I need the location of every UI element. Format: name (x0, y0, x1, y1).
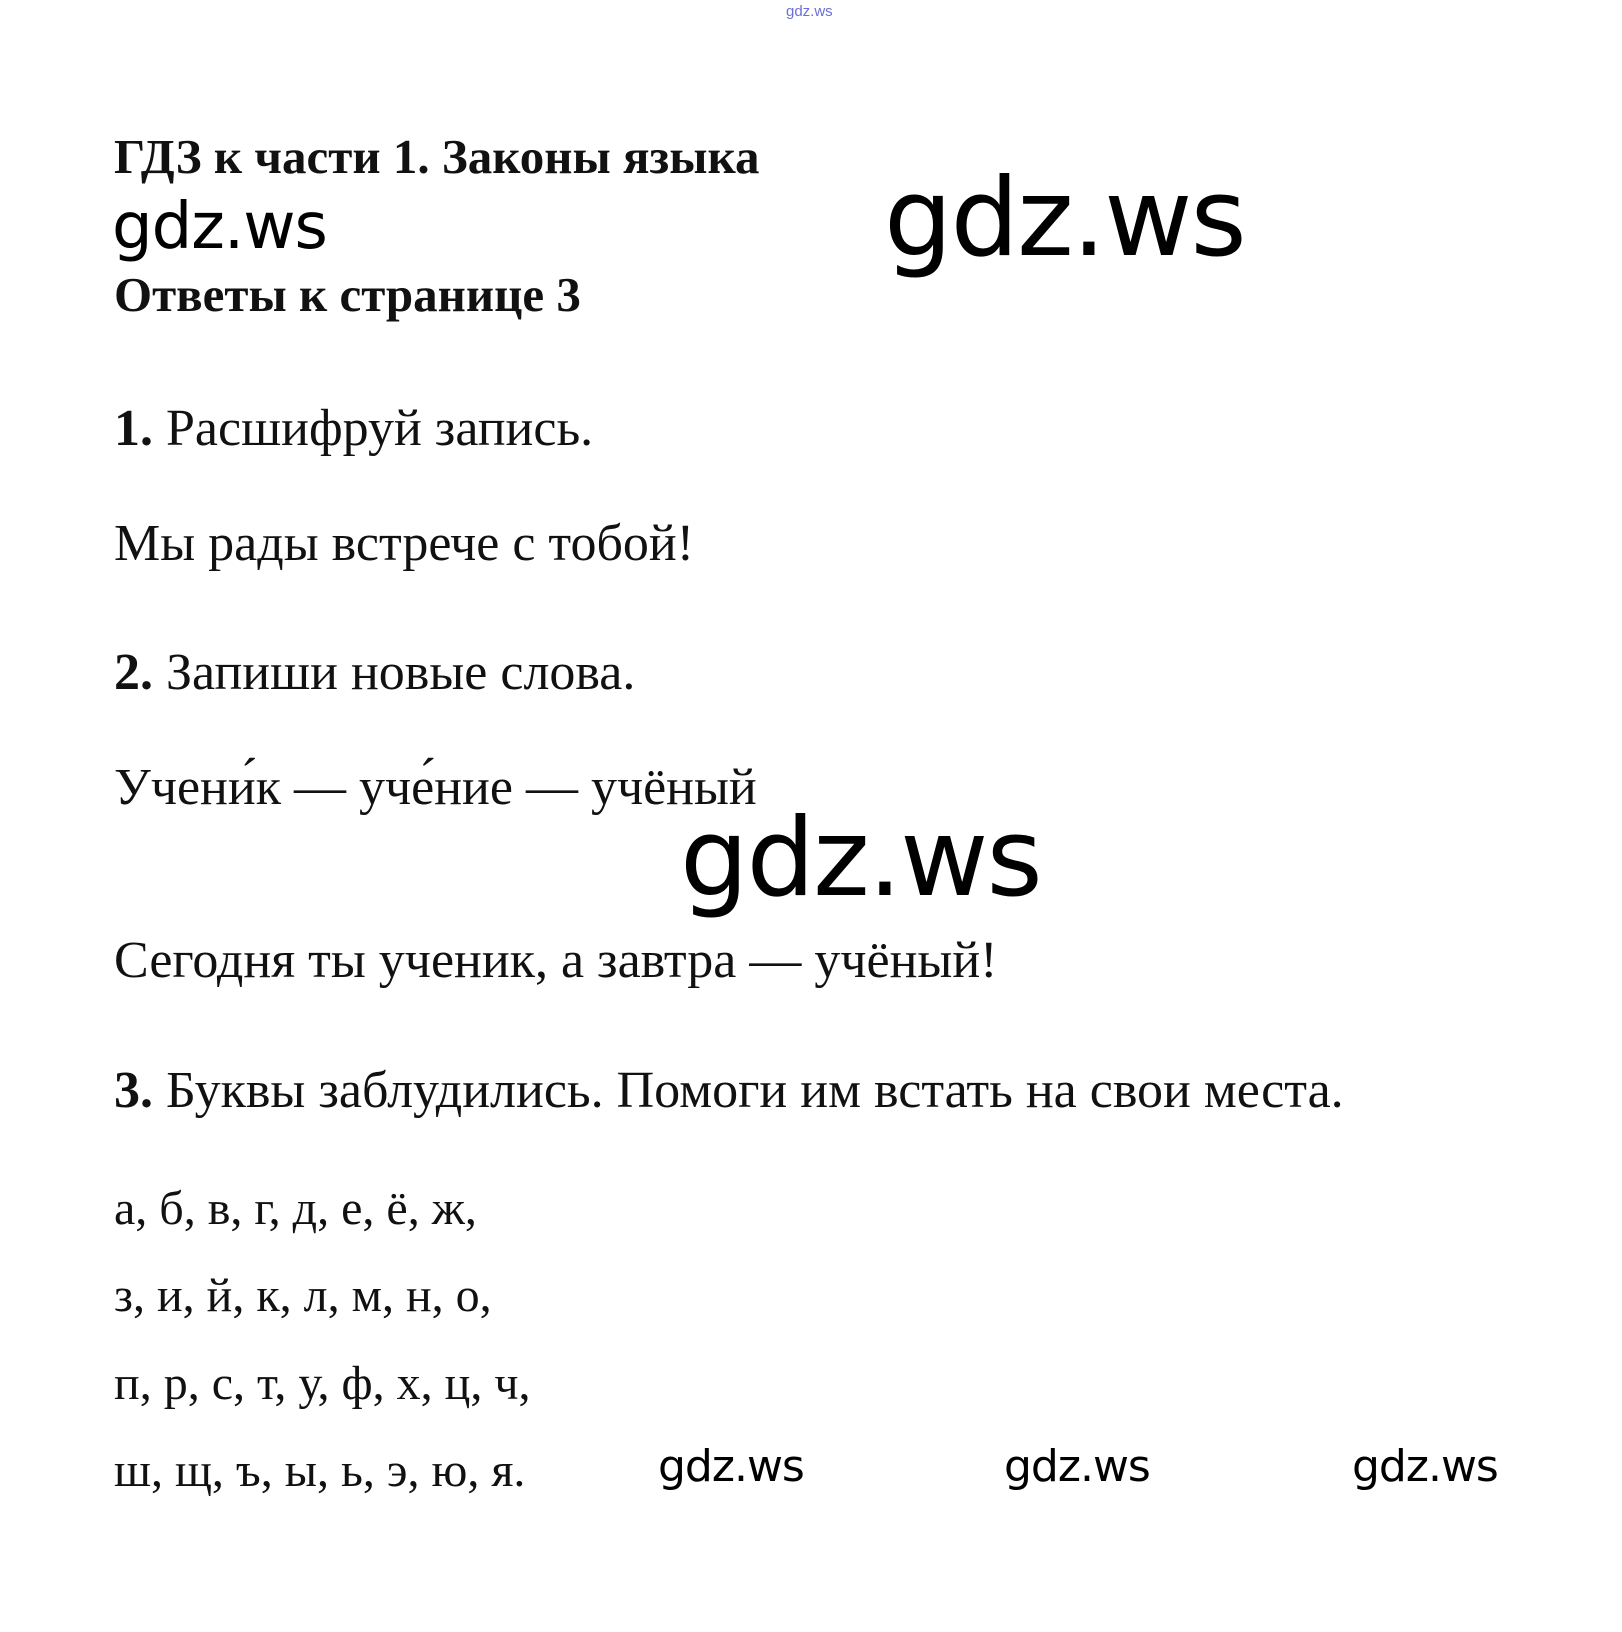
task-3-number: 3. (114, 1062, 153, 1119)
watermark-bottom-2: gdz.ws (1004, 1441, 1150, 1492)
task-1-prompt: Расшифруй запись. (166, 400, 594, 457)
task-3-heading (114, 1062, 1344, 1119)
task-3-prompt: Буквы заблудились. Помоги им встать на свои места. (166, 1062, 1344, 1119)
task-1-number: 1. (114, 400, 153, 457)
page-title: ГДЗ к части 1. Законы языка (114, 129, 760, 184)
alphabet-row-4: ш, щ, ъ, ы, ь, э, ю, я. (114, 1444, 526, 1497)
task-2-heading (114, 644, 636, 701)
page-subtitle: Ответы к странице 3 (114, 267, 581, 322)
task-2-number: 2. (114, 644, 153, 701)
task-2-answer-sentence: Сегодня ты ученик, а завтра — учёный! (114, 932, 998, 989)
alphabet-row-2: з, и, й, к, л, м, н, о, (114, 1269, 492, 1322)
watermark-middle: gdz.ws (680, 796, 1041, 921)
alphabet-row-3: п, р, с, т, у, ф, х, ц, ч, (114, 1357, 531, 1410)
task-2-answer-words: Учени́к — уче́ние — учёный (114, 759, 757, 816)
top-watermark: gdz.ws (786, 3, 833, 20)
task-1-heading (114, 400, 594, 457)
watermark-bottom-1: gdz.ws (658, 1441, 804, 1492)
task-1-answer: Мы рады встрече с тобой! (114, 515, 695, 572)
task-2-prompt: Запиши новые слова. (166, 644, 636, 701)
watermark-big-right: gdz.ws (884, 156, 1245, 281)
alphabet-row-1: а, б, в, г, д, е, ё, ж, (114, 1182, 477, 1235)
watermark-under-title: gdz.ws (112, 190, 327, 264)
watermark-bottom-3: gdz.ws (1352, 1441, 1498, 1492)
